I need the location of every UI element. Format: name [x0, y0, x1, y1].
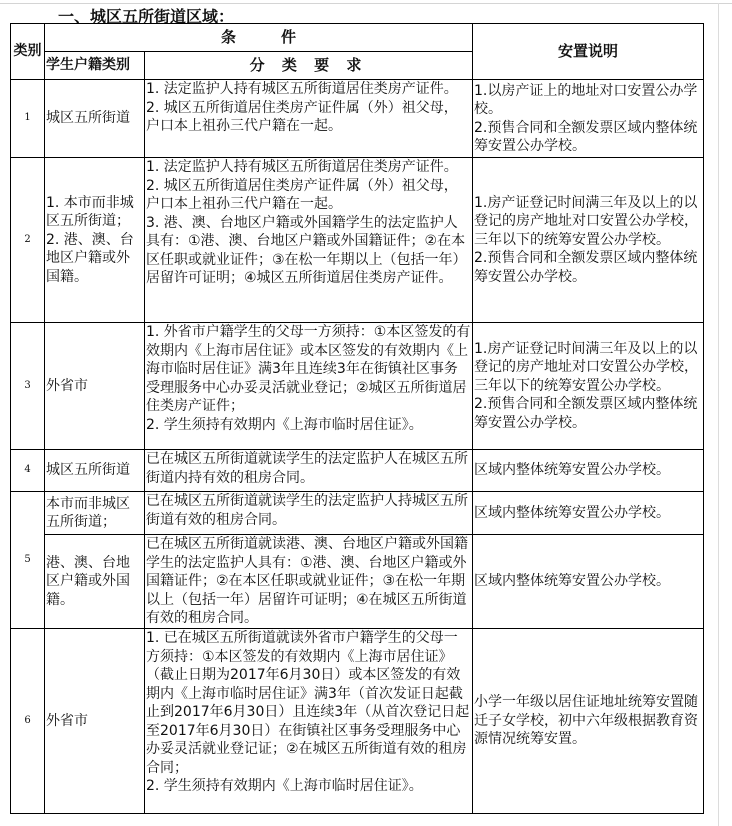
scrollbar-track[interactable] — [718, 3, 719, 826]
header-student-type: 学生户籍类别 — [45, 52, 145, 80]
table-row — [11, 323, 704, 450]
row-number: 2 — [11, 158, 45, 323]
placement-item: 小学一年级以居住证地址统筹安置随迁子女学校，初中六年级根据教育资源情况统筹安置。 — [474, 694, 699, 748]
row-number: 5 — [11, 492, 45, 629]
requirement-item: 2. 学生须持有效期内《上海市临时居住证》。 — [146, 416, 423, 433]
placement-item: 区域内整体统筹安置公办学校。 — [474, 504, 671, 521]
requirement-item: 已在城区五所街道就读学生的法定监护人持城区五所街道有效的租房合同。 — [146, 493, 468, 528]
placement-item: 2.预售合同和全额发票区域内整体统筹安置公办学校。 — [474, 396, 698, 431]
requirements — [145, 535, 473, 629]
placement-item: 2.预售合同和全额发票区域内整体统筹安置公办学校。 — [474, 250, 698, 285]
requirement-item: 已在城区五所街道就读港、澳、台地区户籍或外国籍学生的法定监护人具有：①港、澳、台地区户籍或外国籍证件；②在本区任职或就业证件；③在松一年期以上（包括一年）居留许可证明；④在城区五所街道有效的租房合同。 — [146, 536, 468, 626]
table-row — [11, 80, 704, 158]
placement — [473, 535, 704, 629]
placement-item: 1.房产证登记时间满三年及以上的以登记的房产地址对口安置公办学校，三年以下的统筹安置公办学校。 — [474, 340, 699, 394]
student-type: 城区五所街道 — [45, 450, 145, 492]
student-type: 城区五所街道 — [45, 80, 145, 158]
table-row — [11, 158, 704, 323]
placement — [473, 492, 704, 535]
table-row — [11, 492, 704, 535]
row-number: 1 — [11, 80, 45, 158]
requirements — [145, 158, 473, 323]
header-row-1 — [11, 24, 704, 52]
placement — [473, 80, 704, 158]
placement-item: 区域内整体统筹安置公办学校。 — [474, 573, 671, 590]
requirements — [145, 323, 473, 450]
placement — [473, 323, 704, 450]
requirement-item: 1. 已在城区五所街道就读外省市户籍学生的父母一方须持：①本区签发的有效期内《上海市居住证》（截止日期为2017年6月30日）或本区签发的有效期内《上海市临时居住证》满3年（首次发证日起截止到2017年6月30日）且连续3年（从首次登记日起至2017年6月30日）在街镇社区事务受理服务中心办妥灵活就业登记证；②在城区五所街道有效的租房合同； — [146, 630, 470, 776]
table-row — [11, 629, 704, 814]
row-number: 4 — [11, 450, 45, 492]
header-category: 类别 — [11, 24, 45, 80]
header-requirements: 分 类 要 求 — [145, 52, 473, 80]
header-conditions: 条 件 — [45, 24, 473, 52]
section-title: 一、城区五所街道区域： — [58, 7, 235, 26]
placement — [473, 629, 704, 814]
student-type: 外省市 — [45, 629, 145, 814]
row-number: 3 — [11, 323, 45, 450]
requirement-item: 1. 法定监护人持有城区五所街道居住类房产证件。2. 城区五所街道居住类房产证件属（外）祖父母，户口本上祖孙三代户籍在一起。 — [146, 81, 458, 134]
requirements — [145, 80, 473, 158]
placement — [473, 450, 704, 492]
requirements — [145, 492, 473, 535]
requirement-item: 2. 学生须持有效期内《上海市临时居住证》。 — [146, 778, 423, 794]
placement-item: 1.以房产证上的地址对口安置公办学校。 — [474, 82, 698, 117]
requirements — [145, 629, 473, 814]
row-number: 6 — [11, 629, 45, 814]
placement — [473, 158, 704, 323]
requirement-item: 已在城区五所街道就读学生的法定监护人在城区五所街道内持有效的租房合同。 — [146, 451, 468, 486]
requirement-item: 1. 外省市户籍学生的父母一方须持：①本区签发的有效期内《上海市居住证》或本区签发的有效期内《上海市临时居住证》满3年且连续3年在街镇社区事务受理服务中心办妥灵活就业登记；②城区五所街道居住类房产证件； — [146, 324, 471, 414]
placement-item: 1.房产证登记时间满三年及以上的以登记的房产地址对口安置公办学校，三年以下的统筹安置公办学校。 — [474, 194, 699, 248]
enrollment-table — [10, 23, 704, 814]
placement-item: 区域内整体统筹安置公办学校。 — [474, 462, 671, 479]
student-type: 本市而非城区五所街道； — [45, 492, 145, 535]
student-type: 港、澳、台地区户籍或外国籍。 — [45, 535, 145, 629]
requirement-item: 3. 港、澳、台地区户籍或外国籍学生的法定监护人具有：①港、澳、台地区户籍或外国籍证件；②在本区任职或就业证件；③在松一年期以上（包括一年）居留许可证明；④城区五所街道居住类房产证件。 — [146, 214, 467, 286]
header-placement: 安置说明 — [473, 24, 704, 80]
requirement-item: 1. 法定监护人持有城区五所街道居住类房产证件。2. 城区五所街道居住类房产证件属（外）祖父母，户口本上祖孙三代户籍在一起。 — [146, 159, 458, 212]
table-row — [11, 535, 704, 629]
student-type: 外省市 — [45, 323, 145, 450]
requirements — [145, 450, 473, 492]
placement-item: 2.预售合同和全额发票区域内整体统筹安置公办学校。 — [474, 119, 698, 154]
table-row — [11, 450, 704, 492]
student-type: 1. 本市而非城区五所街道；2. 港、澳、台地区户籍或外国籍。 — [45, 158, 145, 323]
